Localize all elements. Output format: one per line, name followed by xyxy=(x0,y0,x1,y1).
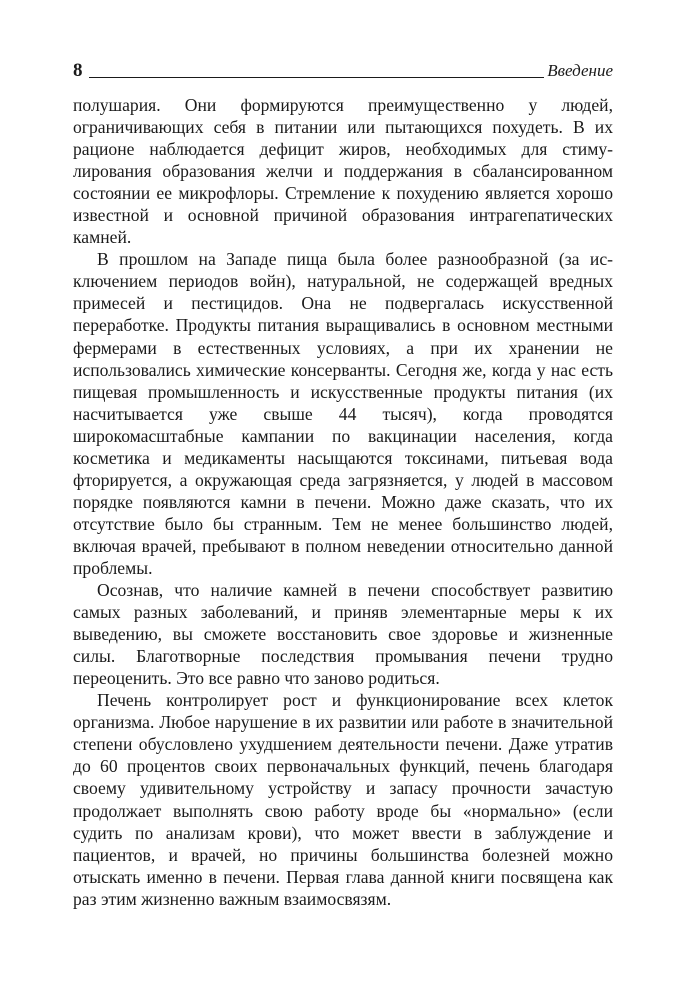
running-head xyxy=(73,56,613,82)
header-rule xyxy=(89,77,545,78)
section-title: Введение xyxy=(547,61,613,80)
body-text xyxy=(73,94,613,910)
page-number: 8 xyxy=(73,60,83,81)
book-page xyxy=(73,56,613,910)
paragraph-2: В прошлом на Западе пища была более разнообразной (за исключением периодов войн), натуральной, не содержащей вредных примесей и пестицидов. Она не подвергалась искусственной переработке. Продукты питания выращивались в основном местными фермерами в естественных условиях, а при их хранении не использовались химические консерванты. Сегодня же, когда у нас есть пищевая промышленность и искусственные продукты питания (их насчитывается уже свыше 44 тысяч), когда проводятся широкомасштабные кампании по вакцинации населения, когда косметика и медикаменты насыщаются токсинами, питьевая вода фторируется, а окружающая среда загрязняется, у людей в массовом порядке появляются камни в печени. Можно даже сказать, что их отсутствие было бы странным. Тем не менее большинство людей, включая врачей, пребывают в полном неведении относительно данной проблемы. xyxy=(73,249,613,578)
paragraph-1: полушария. Они формируются преимущественно у людей, ограничивающих себя в питании или пытающихся похудеть. В их рационе наблюдается дефицит жиров, необходимых для стимулирования образования желчи и поддержания в сбалансированном состоянии ее микрофлоры. Стремление к похудению является хорошо известной и основной причиной образования интрагепатических камней. xyxy=(73,95,613,248)
paragraph-3: Осознав, что наличие камней в печени способствует развитию самых разных заболеваний, и приняв элементарные меры к их выведению, вы сможете восстановить свое здоровье и жизненные силы. Благотворные последствия промывания печени трудно переоценить. Это все равно что заново родиться. xyxy=(73,580,613,689)
paragraph-4: Печень контролирует рост и функционирование всех клеток организма. Любое нарушение в их развитии или работе в значительной степени обусловлено ухудшением деятельности печени. Даже утратив до 60 процентов своих первоначальных функций, печень благодаря своему удивительному устройству и запасу прочности зачастую продолжает выполнять свою работу вроде бы «нормально» (если судить по анализам крови), что может ввести в заблуждение и пациентов, и врачей, но причины большинства болезней можно отыскать именно в печени. Первая глава данной книги посвящена как раз этим жизненно важным взаимосвязям. xyxy=(73,690,613,909)
